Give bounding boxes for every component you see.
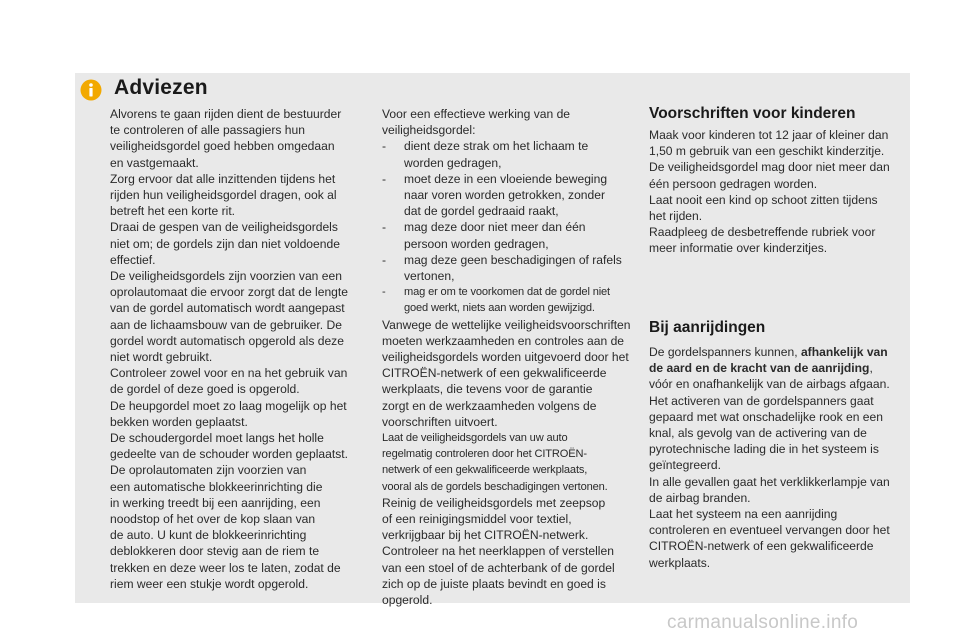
text-line: de gordel of deze goed is opgerold. [110, 382, 300, 397]
text-line: een automatische blokkeerinrichting die [110, 479, 323, 494]
text-line: vóór en onafhankelijk van de airbags afgaan. [649, 377, 890, 392]
text-line: persoon worden gedragen, [404, 236, 549, 251]
text-line: CITROËN-netwerk of een gekwalificeerde [382, 366, 607, 381]
text-line: verkrijgbaar bij het CITROËN-netwerk. [382, 528, 589, 543]
text-line: Draai de gespen van de veiligheidsgordels [110, 220, 338, 235]
text-line: pyrotechnische lading die in het systeem is [649, 442, 879, 457]
text-line: Reinig de veiligheidsgordels met zeepsop [382, 495, 606, 510]
text-line: effectief. [110, 252, 156, 267]
text-line: Controleer zowel voor en na het gebruik van [110, 366, 348, 381]
text-line: meer informatie over kinderzitjes. [649, 241, 828, 256]
text-line: 1,50 m gebruik van een geschikt kinderzitje. [649, 144, 885, 159]
text-line [382, 219, 632, 235]
text-line: goed werkt, niets aan worden gewijzigd. [404, 302, 595, 315]
text-line: vooral als de gordels beschadigingen vertonen. [382, 480, 608, 493]
text-line: het rijden. [649, 209, 703, 224]
text-line: regelmatig controleren door het CITROËN- [382, 448, 587, 461]
text-line: van een stoel of de achterbank of de gordel [382, 560, 615, 575]
list-dash: - [382, 252, 387, 267]
heading-children: Voorschriften voor kinderen [649, 105, 856, 122]
text-line: dat de gordel gedraaid raakt, [404, 204, 559, 219]
list-item-text: mag deze geen beschadigingen of rafels [404, 252, 622, 267]
text-line [382, 284, 632, 300]
text-line [382, 252, 632, 268]
list-item-text: dient deze strak om het lichaam te [404, 139, 589, 154]
text-line: bekken worden geplaatst. [110, 414, 248, 429]
heading-collisions: Bij aanrijdingen [649, 319, 766, 336]
text-column-children [649, 127, 904, 257]
text-line: veiligheidsgordel: [382, 123, 476, 138]
text-line: trekken en deze weer los te laten, zodat de [110, 560, 341, 575]
text-line: De heupgordel moet zo laag mogelijk op het [110, 398, 347, 413]
text-line: gordel wordt automatisch opgerold als deze [110, 333, 344, 348]
text-line: oprolautomaat die ervoor zorgt dat de lengte [110, 285, 348, 300]
list-item-text: moet deze in een vloeiende beweging [404, 171, 608, 186]
text-line: In alle gevallen gaat het verklikkerlampje van [649, 474, 890, 489]
text-line: De oprolautomaten zijn voorzien van [110, 463, 307, 478]
text-line: De gordelspanners kunnen, afhankelijk van [649, 345, 888, 359]
text-line: gepaard met wat onschadelijke rook en een [649, 409, 883, 424]
text-line: Zorg ervoor dat alle inzittenden tijdens het [110, 171, 336, 186]
text-line: aan de lichaamsbouw van de gebruiker. De [110, 317, 342, 332]
text-line: Laat het systeem na een aanrijding [649, 507, 838, 522]
text-line: De schoudergordel moet langs het holle [110, 431, 324, 446]
text-line: riem weer een stukje wordt opgerold. [110, 576, 309, 591]
text-line: De veiligheidsgordels zijn voorzien van een [110, 269, 342, 284]
text-line: betreft het een korte rit. [110, 204, 236, 219]
text-line: CITROËN-netwerk of een gekwalificeerde [649, 539, 874, 554]
text-column-collisions [649, 344, 904, 571]
text-line: opgerold. [382, 593, 433, 608]
text-line: en vastgemaakt. [110, 155, 199, 170]
text-line: Maak voor kinderen tot 12 jaar of kleiner dan [649, 128, 889, 142]
text-line: Vanwege de wettelijke veiligheidsvoorschriften [382, 317, 631, 332]
text-line: niet om; de gordels zijn dan niet voldoende [110, 236, 340, 251]
text-line: naar voren worden getrokken, zonder [404, 188, 606, 203]
text-column-1 [110, 106, 360, 592]
text-line: werkplaats, die tevens voor de garantie [382, 382, 593, 397]
text-line: of een reinigingsmiddel voor textiel, [382, 512, 572, 527]
text-line: te controleren of alle passagiers hun [110, 123, 305, 138]
text-line: rijden hun veiligheidsgordel dragen, ook al [110, 188, 337, 203]
list-dash: - [382, 139, 387, 154]
text-line: veiligheidsgordel goed hebben omgedaan [110, 139, 335, 154]
list-item-text: mag deze door niet meer dan één [404, 220, 586, 235]
text-line [382, 171, 632, 187]
text-line: niet wordt gebruikt. [110, 350, 213, 365]
text-line: netwerk of een gekwalificeerde werkplaats, [382, 464, 588, 477]
text-line: veiligheidsgordels worden uitgevoerd door het [382, 350, 629, 365]
text-line: Voor een effectieve werking van de [382, 107, 571, 121]
text-line: de aard en de kracht van de aanrijding, [649, 361, 873, 376]
list-dash: - [382, 286, 386, 299]
list-dash: - [382, 171, 387, 186]
watermark: carmanualsonline.info [667, 612, 859, 633]
text-line: worden gedragen, [404, 155, 502, 170]
text-line: van de gordel automatisch wordt aangepast [110, 301, 345, 316]
text-line: één persoon gedragen worden. [649, 176, 818, 191]
list-item-text: mag er om te voorkomen dat de gordel niet [404, 286, 610, 299]
text-line: de auto. U kunt de blokkeerinrichting [110, 528, 307, 543]
text-line: Laat de veiligheidsgordels van uw auto [382, 432, 568, 445]
text-line: controleren en eventueel vervangen door het [649, 523, 890, 538]
text-column-2 [382, 106, 632, 608]
text-line: noodstop of het over de kop slaan van [110, 512, 316, 527]
text-line: werkplaats. [649, 555, 711, 570]
text-line: geïntegreerd. [649, 458, 721, 473]
text-line: gedeelte van de schouder worden geplaatst. [110, 447, 349, 462]
text-line: Laat nooit een kind op schoot zitten tijdens [649, 192, 878, 207]
info-icon [80, 79, 102, 101]
text-line: moeten werkzaamheden en controles aan de [382, 333, 625, 348]
text-line: zorgt en de werkzaamheden volgens de [382, 398, 597, 413]
text-line: vertonen, [404, 269, 455, 284]
text-line: zich op de juiste plaats bevindt en goed is [382, 576, 606, 591]
text-line: knal, als gevolg van de activering van de [649, 426, 867, 441]
text-line: voorschriften uitvoert. [382, 414, 498, 429]
text-line: Raadpleeg de desbetreffende rubriek voor [649, 225, 876, 240]
text-line: Controleer na het neerklappen of verstellen [382, 544, 614, 559]
text-line: De veiligheidsgordel mag door niet meer dan [649, 160, 890, 175]
text-line: deblokkeren door stevig aan de riem te [110, 544, 320, 559]
text-line: in werking treedt bij een aanrijding, een [110, 495, 321, 510]
text-line: de airbag branden. [649, 490, 751, 505]
text-line [382, 138, 632, 154]
section-heading: Adviezen [114, 76, 208, 99]
list-dash: - [382, 220, 387, 235]
text-line: Alvorens te gaan rijden dient de bestuurder [110, 107, 342, 121]
text-line: Het activeren van de gordelspanners gaat [649, 393, 874, 408]
